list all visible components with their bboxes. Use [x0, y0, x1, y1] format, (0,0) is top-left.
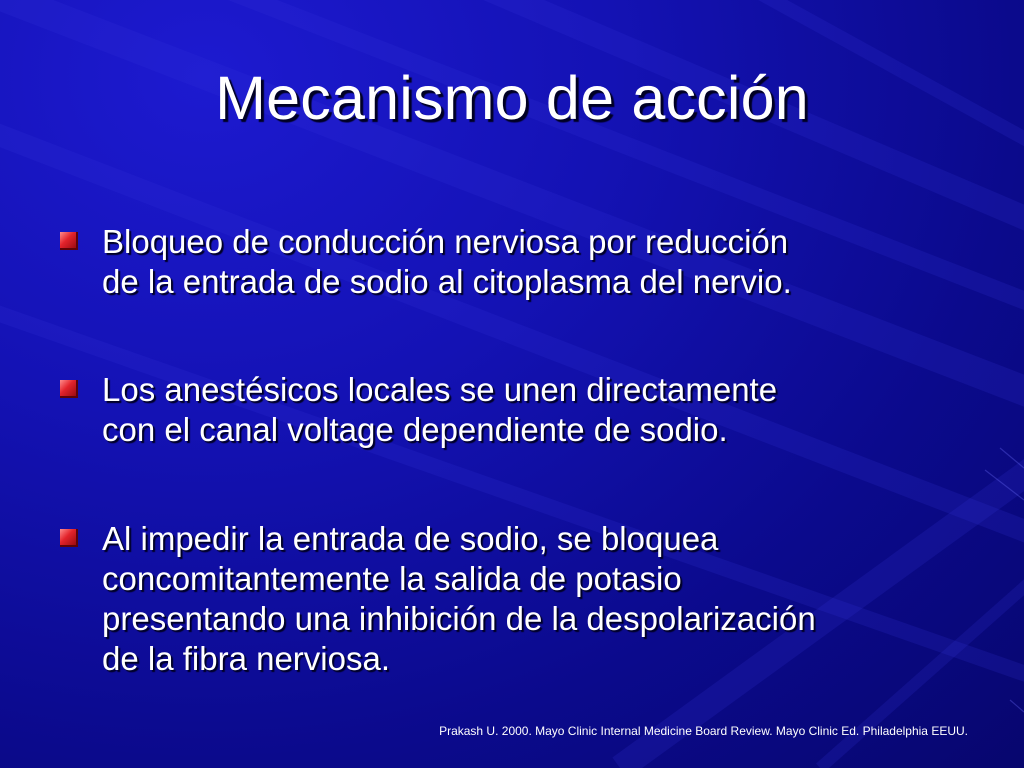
bullet-item — [60, 370, 980, 450]
bullet-square-icon — [60, 232, 78, 250]
bullet-text — [102, 370, 980, 450]
bullet-line: Al impedir la entrada de sodio, se bloquea — [102, 520, 719, 557]
bullet-line: concomitantemente la salida de potasio — [102, 560, 682, 597]
bullet-line: de la entrada de sodio al citoplasma del nervio. — [102, 263, 792, 300]
reference-citation: Prakash U. 2000. Mayo Clinic Internal Medicine Board Review. Mayo Clinic Ed. Philadelphia EEUU. — [439, 724, 968, 738]
bullet-square-icon — [60, 529, 78, 547]
bullet-item — [60, 519, 980, 679]
bullet-line: Los anestésicos locales se unen directamente — [102, 371, 778, 408]
bullet-line: presentando una inhibición de la despolarización — [102, 600, 816, 637]
bullet-line: Bloqueo de conducción nerviosa por reducción — [102, 223, 789, 260]
slide-title: Mecanismo de acción — [215, 64, 809, 132]
bullet-text — [102, 222, 980, 302]
bullet-text — [102, 519, 980, 679]
bullet-line: de la fibra nerviosa. — [102, 640, 390, 677]
bullet-item — [60, 222, 980, 302]
bullet-square-icon — [60, 380, 78, 398]
bullet-line: con el canal voltage dependiente de sodio. — [102, 411, 728, 448]
